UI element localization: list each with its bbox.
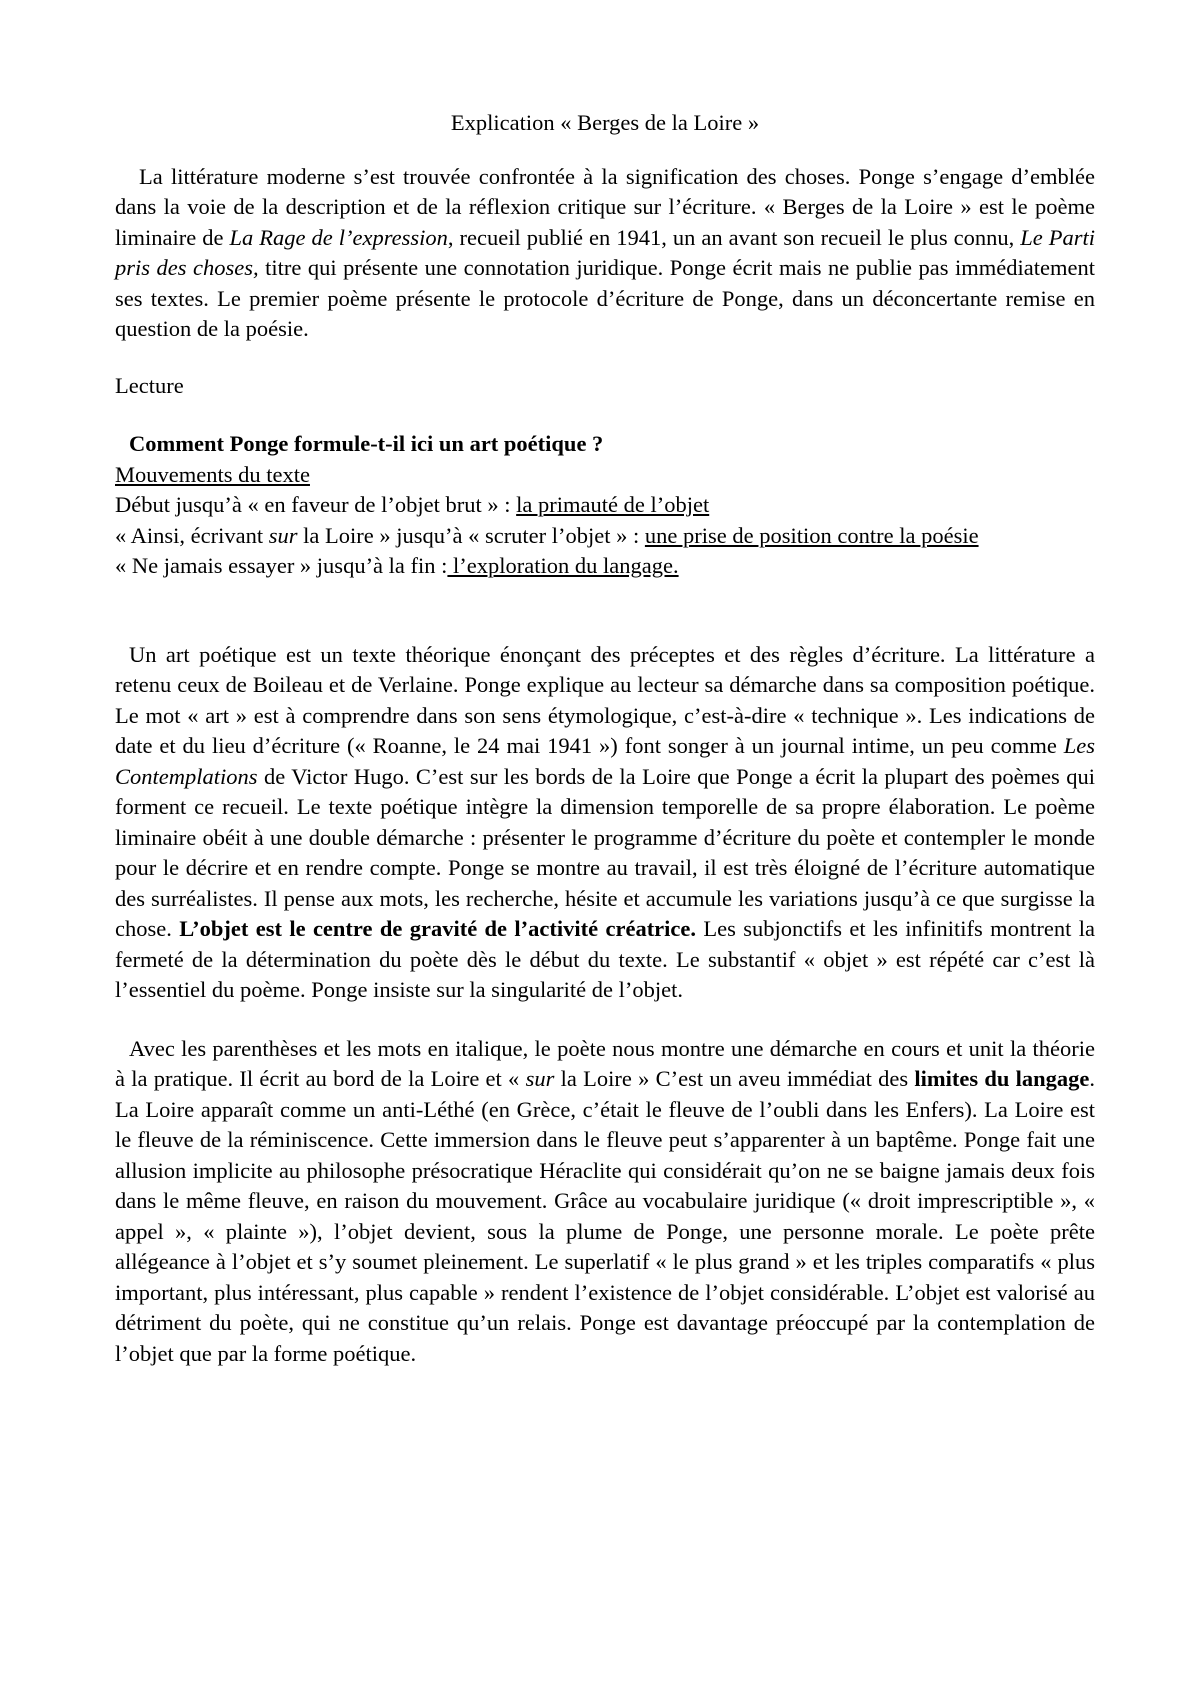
para1-text-3: Les subjonctifs et les infinitifs montrent la fermeté de la détermination du poète dès le début du texte. Le substantif « objet » est répété car c’est là l’essentiel du poème. Ponge insiste sur la singularité de l’objet. xyxy=(115,916,1095,1002)
intro-text-1: La littérature moderne s’est trouvée confrontée à la signification des choses. Ponge s’engage d’emblée dans la voie de la description et de la réflexion critique sur l’écriture. « Berges de la Loire » est le poème liminaire de xyxy=(115,163,1095,250)
movement-3-title: l’exploration du langage. xyxy=(447,553,679,578)
document-page xyxy=(115,108,1095,1369)
intro-text-3: titre qui présente une connotation juridique. Ponge écrit mais ne publie pas immédiatement ses textes. Le premier poème présente le protocole d’écriture de Ponge, dans un déconcertante remise en question de la poésie. xyxy=(115,255,1095,341)
para1-work-title: Les Contemplations xyxy=(115,733,1095,789)
intro-text-2: , recueil publié en 1941, un an avant son recueil le plus connu, xyxy=(447,224,1021,250)
movement-1-range: Début jusqu’à « en faveur de l’objet brut » : xyxy=(115,492,517,517)
movement-3 xyxy=(115,551,1095,582)
para2-text-1: Avec les parenthèses et les mots en italique, le poète nous montre une démarche en cours et unit la théorie à la pratique. Il écrit au bord de la Loire et « xyxy=(115,1035,1095,1091)
movement-2-range-a: « Ainsi, écrivant xyxy=(115,522,269,548)
movement-2-range-b: la Loire » jusqu’à « scruter l’objet » : xyxy=(297,522,645,548)
movement-2-italic: sur xyxy=(268,522,298,548)
movement-3-range: « Ne jamais essayer » jusqu’à la fin : xyxy=(115,553,448,578)
problematic-question: Comment Ponge formule-t-il ici un art poétique ? xyxy=(129,431,604,456)
para2-italic-word: sur xyxy=(525,1066,555,1091)
document-title: Explication « Berges de la Loire » xyxy=(450,110,760,135)
para2-text-2: la Loire » C’est un aveu immédiat des xyxy=(554,1066,915,1091)
spacer xyxy=(115,582,1095,640)
body-paragraph-1 xyxy=(115,640,1095,1006)
para2-text-3: . La Loire apparaît comme un anti-Léthé (en Grèce, c’était le fleuve de l’oubli dans les Enfers). La Loire est le fleuve de la réminiscence. Cette immersion dans le fleuve peut s’apparenter à un baptême. Ponge fait une allusion implicite au philosophe présocratique Héraclite qui considérait qu’on ne se baigne jamais deux fois dans le même fleuve, en raison du mouvement. Grâce au vocabulaire juridique (« droit imprescriptible », « appel », « plainte »), l’objet devient, sous la plume de Ponge, une personne morale. Le poète prête allégeance à l’objet et s’y soumet pleinement. Le superlatif « le plus grand » et les triples comparatifs « plus important, plus intéressant, plus capable » rendent l’existence de l’objet considérable. L’objet est valorisé au détriment du poète, qui ne constitue qu’un relais. Ponge est davantage préoccupé par la contemplation de l’objet que par la forme poétique. xyxy=(115,1066,1095,1366)
movement-1 xyxy=(115,490,1095,521)
movement-2 xyxy=(115,521,1095,552)
intro-work-title-2: Le Parti pris des choses, xyxy=(115,224,1095,280)
movement-2-title: une prise de position contre la poésie xyxy=(644,522,979,548)
intro-work-title-1: La Rage de l’expression xyxy=(229,224,448,250)
intro-paragraph xyxy=(115,162,1095,345)
body-paragraph-2 xyxy=(115,1034,1095,1370)
movements-heading: Mouvements du texte xyxy=(115,461,310,487)
spacer xyxy=(115,1006,1095,1034)
lecture-label: Lecture xyxy=(115,372,184,398)
para1-text-2: de Victor Hugo. C’est sur les bords de la Loire que Ponge a écrit la plupart des poèmes qui forment ce recueil. Le texte poétique intègre la dimension temporelle de sa propre élaboration. Le poème liminaire obéit à une double démarche : présenter le programme d’écriture du poète et contempler le monde pour le décrire et en rendre compte. Ponge se montre au travail, il est très éloigné de l’écriture automatique des surréalistes. Il pense aux mots, les recherche, hésite et accumule les variations jusqu’à ce que surgisse la chose. xyxy=(115,763,1095,941)
para2-key-idea: limites du langage xyxy=(914,1066,1090,1091)
para1-text-1: Un art poétique est un texte théorique énonçant des préceptes et des règles d’écriture. La littérature a retenu ceux de Boileau et de Verlaine. Ponge explique au lecteur sa démarche dans sa composition poétique. Le mot « art » est à comprendre dans son sens étymologique, c’est-à-dire « technique ». Les indications de date et du lieu d’écriture (« Roanne, le 24 mai 1941 ») font songer à un journal intime, un peu comme xyxy=(115,641,1095,758)
para1-key-idea: L’objet est le centre de gravité de l’activité créatrice. xyxy=(179,916,697,941)
movement-1-title: la primauté de l’objet xyxy=(516,492,710,517)
